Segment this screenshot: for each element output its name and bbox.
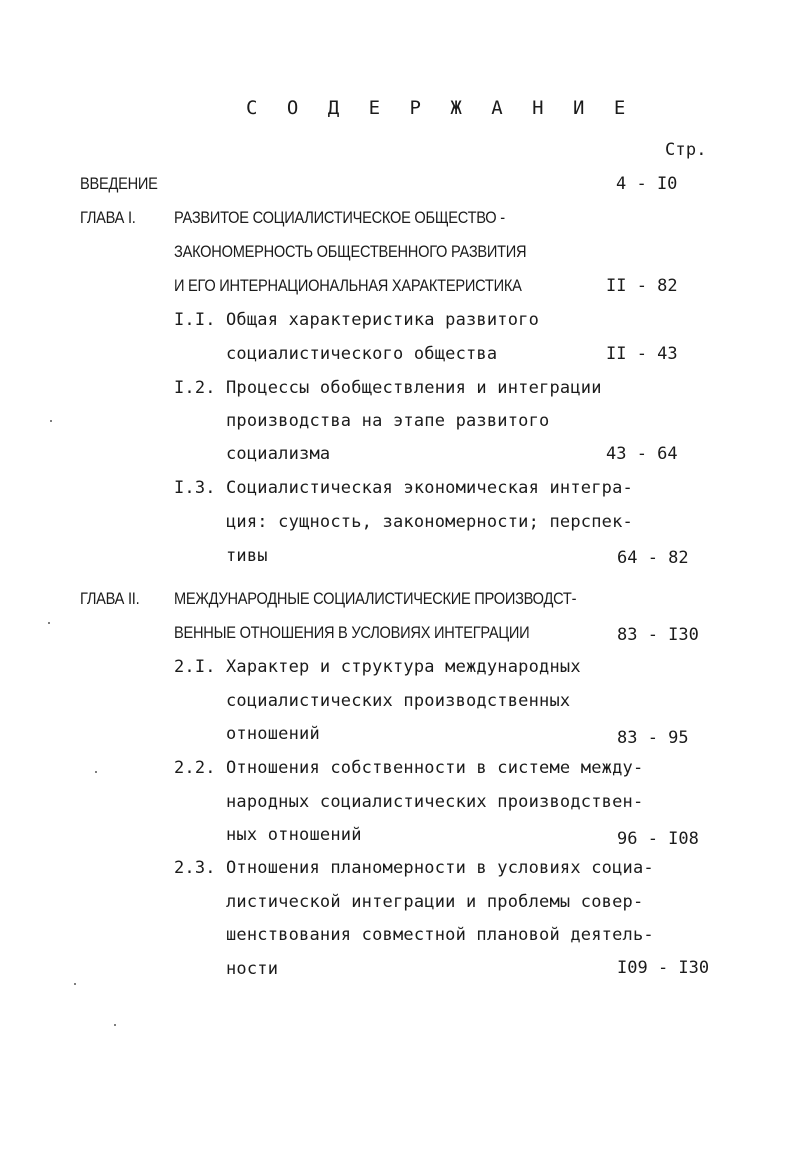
- section-title-line: шенствования совместной плановой деятель-: [226, 925, 654, 945]
- chapter2-title-line: МЕЖДУНАРОДНЫЕ СОЦИАЛИСТИЧЕСКИЕ ПРОИЗВОДСТ-: [174, 589, 577, 608]
- section-title-line: тивы: [226, 546, 268, 566]
- section-number: 2.I.: [174, 657, 216, 677]
- section-number: I.I.: [174, 310, 216, 330]
- section-title-line: социалистических производственных: [226, 691, 571, 711]
- section-title-line: Общая характеристика развитого: [226, 310, 540, 330]
- scan-speck: [95, 771, 97, 773]
- section-title-line: социализма: [226, 444, 331, 464]
- toc-intro-pages: 4 - I0: [616, 174, 678, 194]
- section-pages: I09 - I30: [617, 958, 710, 978]
- section-title-line: ных отношений: [226, 825, 362, 845]
- chapter1-title-line: РАЗВИТОЕ СОЦИАЛИСТИЧЕСКОЕ ОБЩЕСТВО -: [174, 208, 505, 227]
- chapter1-title-line: ЗАКОНОМЕРНОСТЬ ОБЩЕСТВЕННОГО РАЗВИТИЯ: [174, 242, 527, 261]
- scan-speck: [114, 1024, 116, 1026]
- section-title-line: народных социалистических производствен-: [226, 792, 644, 812]
- page-title: С О Д Е Р Ж А Н И Е: [246, 97, 635, 119]
- scan-speck: [74, 983, 76, 985]
- chapter2-pages: 83 - I30: [617, 625, 699, 645]
- section-title-line: ция: сущность, закономерности; перспек-: [226, 512, 633, 532]
- toc-intro-label: ВВЕДЕНИЕ: [80, 174, 158, 193]
- section-number: I.2.: [174, 378, 216, 398]
- section-pages: 96 - I08: [617, 829, 699, 849]
- section-title-line: Отношения собственности в системе между-: [226, 758, 644, 778]
- section-title-line: социалистического общества: [226, 344, 498, 364]
- chapter1-label: ГЛАВА I.: [80, 208, 136, 227]
- section-title-line: листической интеграции и проблемы совер-: [226, 892, 644, 912]
- chapter1-title-line: И ЕГО ИНТЕРНАЦИОНАЛЬНАЯ ХАРАКТЕРИСТИКА: [174, 276, 522, 295]
- section-title-line: Социалистическая экономическая интегра-: [226, 478, 633, 498]
- section-title-line: отношений: [226, 724, 320, 744]
- chapter2-title-line: ВЕННЫЕ ОТНОШЕНИЯ В УСЛОВИЯХ ИНТЕГРАЦИИ: [174, 623, 530, 642]
- section-number: 2.2.: [174, 758, 216, 778]
- section-title-line: производства на этапе развитого: [226, 411, 550, 431]
- section-pages: 64 - 82: [617, 548, 689, 568]
- section-number: 2.3.: [174, 858, 216, 878]
- scan-speck: [50, 420, 52, 422]
- section-title-line: ности: [226, 959, 279, 979]
- section-title-line: Характер и структура международных: [226, 657, 581, 677]
- section-pages: 43 - 64: [606, 444, 678, 464]
- section-title-line: Отношения планомерности в условиях социа-: [226, 858, 654, 878]
- chapter1-pages: II - 82: [606, 276, 678, 296]
- page-column-header: Стр.: [665, 140, 707, 160]
- scan-speck: [48, 622, 50, 624]
- chapter2-label: ГЛАВА II.: [80, 589, 140, 608]
- section-title-line: Процессы обобществления и интеграции: [226, 378, 602, 398]
- section-pages: 83 - 95: [617, 728, 689, 748]
- section-pages: II - 43: [606, 344, 678, 364]
- section-number: I.3.: [174, 478, 216, 498]
